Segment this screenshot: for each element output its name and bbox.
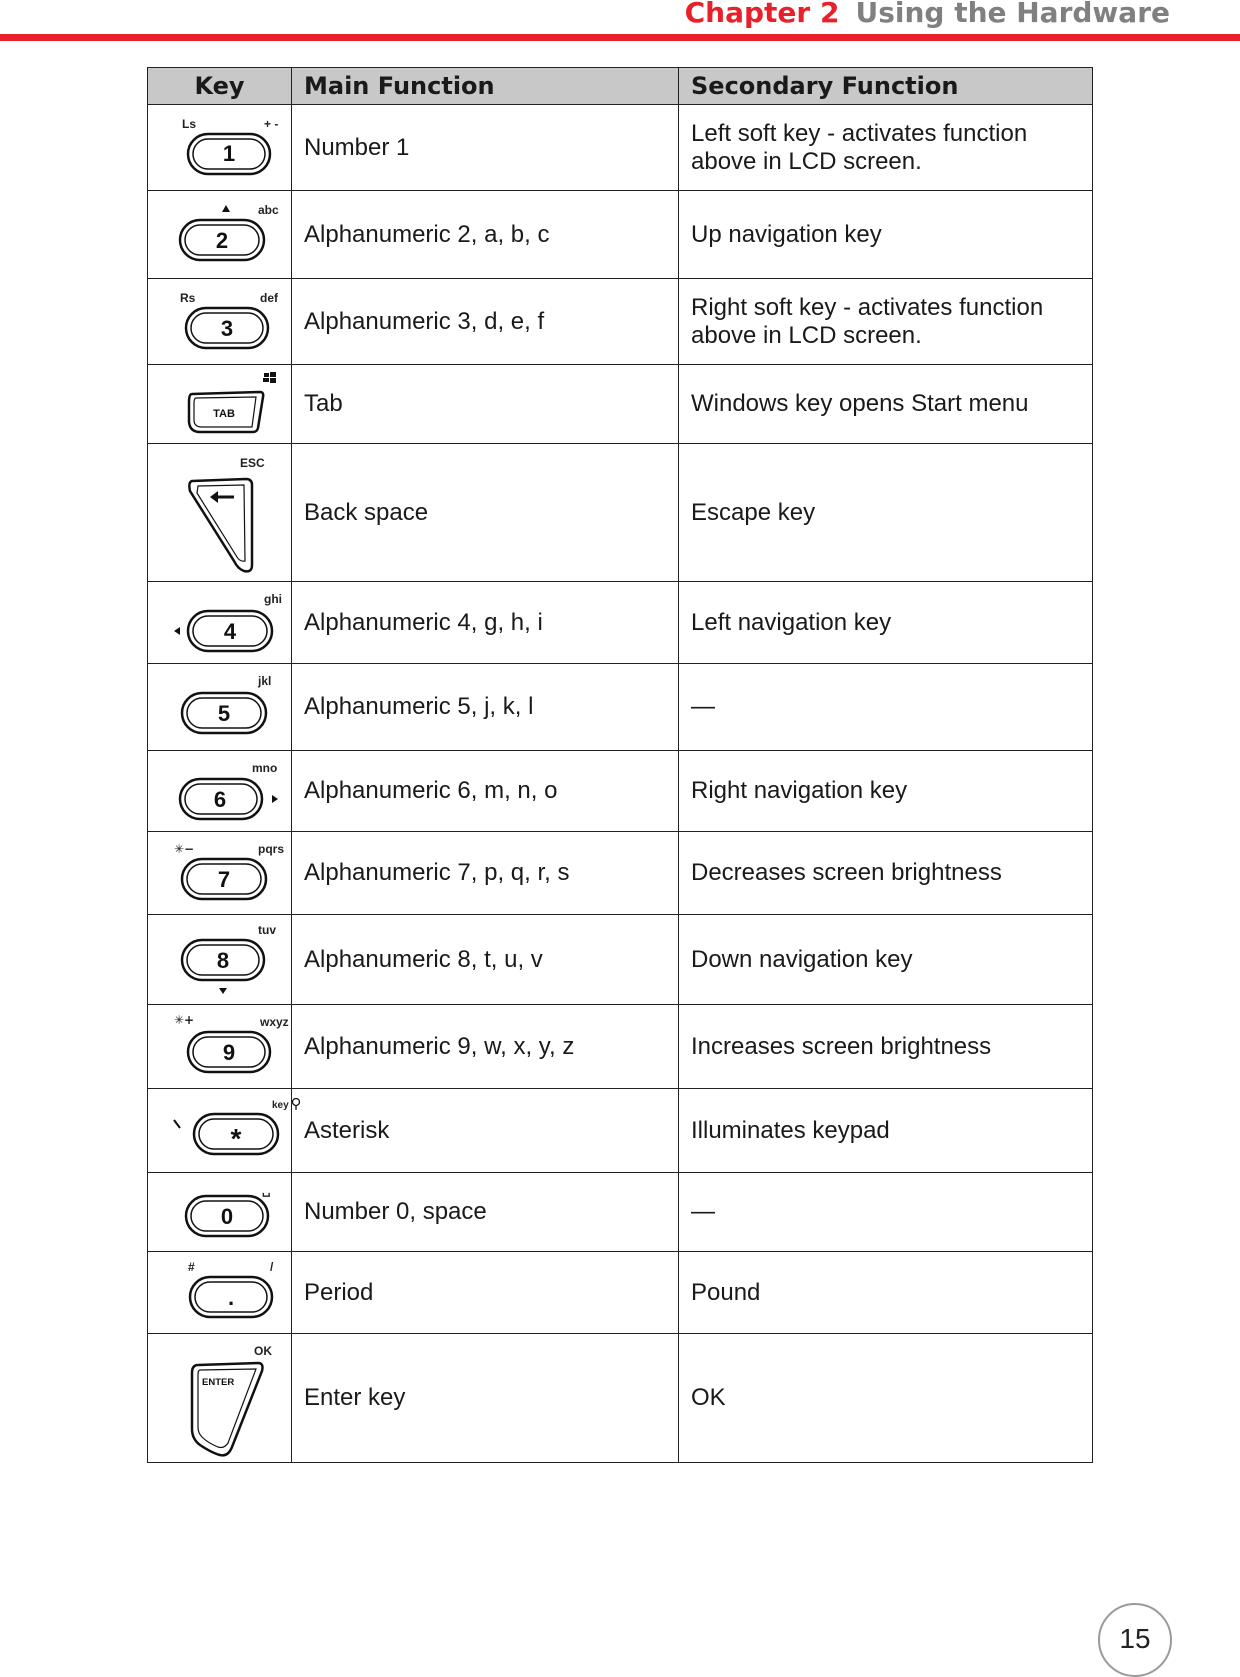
secondary-function-cell: Up navigation key bbox=[679, 191, 1093, 279]
key-main-label: 1 bbox=[222, 140, 236, 166]
windows-logo-icon bbox=[263, 372, 276, 383]
key-top-right-label: tuv bbox=[258, 922, 276, 937]
key-2-icon bbox=[160, 192, 304, 278]
key-cell bbox=[148, 1005, 292, 1089]
main-function-cell: Alphanumeric 8, t, u, v bbox=[292, 915, 679, 1005]
key-0-icon bbox=[160, 1174, 304, 1251]
left-arrow-icon bbox=[174, 627, 180, 635]
key-cell bbox=[148, 191, 292, 279]
key-main-label: 6 bbox=[213, 786, 227, 812]
key-top-right-label: def bbox=[260, 290, 278, 305]
key-cell bbox=[148, 365, 292, 444]
key-cell bbox=[148, 1173, 292, 1252]
down-arrow-icon bbox=[219, 988, 227, 994]
key-main-label: 8 bbox=[216, 947, 230, 973]
main-function-cell: Number 0, space bbox=[292, 1173, 679, 1252]
key-8-icon bbox=[160, 916, 304, 1004]
asterisk-key-icon bbox=[160, 1090, 304, 1172]
key-top-right-label: wxyz bbox=[260, 1014, 289, 1029]
key-top-right-label: key bbox=[272, 1099, 289, 1111]
table-row bbox=[148, 1334, 1093, 1463]
key-7-icon bbox=[160, 833, 304, 914]
key-cell bbox=[148, 444, 292, 582]
key-4-icon bbox=[160, 583, 304, 663]
main-function-cell: Alphanumeric 9, w, x, y, z bbox=[292, 1005, 679, 1089]
secondary-function-cell: OK bbox=[679, 1334, 1093, 1463]
chapter-label: Chapter 2 bbox=[684, 0, 840, 29]
secondary-function-cell: Pound bbox=[679, 1252, 1093, 1334]
key-5-icon bbox=[160, 665, 304, 750]
table-row bbox=[148, 832, 1093, 915]
key-top-right-label: / bbox=[270, 1259, 274, 1274]
main-function-cell: Asterisk bbox=[292, 1089, 679, 1173]
table-header-row bbox=[148, 68, 1093, 105]
key-main-label: TAB bbox=[213, 407, 235, 420]
key-main-label: ENTER bbox=[202, 1376, 235, 1388]
key-cell bbox=[148, 664, 292, 751]
main-function-cell: Period bbox=[292, 1252, 679, 1334]
page-number: 15 bbox=[1098, 1603, 1172, 1677]
key-top-right-label: ESC bbox=[240, 455, 265, 470]
key-9-icon bbox=[160, 1006, 304, 1088]
key-top-right-label: pqrs bbox=[258, 841, 285, 856]
secondary-function-cell: Illuminates keypad bbox=[679, 1089, 1093, 1173]
key-cell bbox=[148, 105, 292, 191]
key-light-icon bbox=[174, 1120, 180, 1128]
key-main-label: 5 bbox=[217, 700, 231, 726]
up-arrow-icon bbox=[222, 205, 230, 212]
key-top-right-label: OK bbox=[254, 1343, 272, 1358]
secondary-function-cell: Increases screen brightness bbox=[679, 1005, 1093, 1089]
column-header-key: Key bbox=[148, 68, 292, 105]
key-3-icon bbox=[160, 280, 304, 364]
brightness-down-label: ✳− bbox=[174, 841, 195, 856]
table-row bbox=[148, 1005, 1093, 1089]
main-function-cell: Alphanumeric 6, m, n, o bbox=[292, 751, 679, 832]
key-main-label: 0 bbox=[220, 1203, 234, 1229]
table-row bbox=[148, 1252, 1093, 1334]
key-main-label: 9 bbox=[222, 1039, 236, 1065]
table-row bbox=[148, 751, 1093, 832]
brightness-up-label: ✳+ bbox=[174, 1012, 195, 1027]
table-row bbox=[148, 582, 1093, 664]
key-main-label: 4 bbox=[223, 618, 237, 644]
table-row bbox=[148, 279, 1093, 365]
main-function-cell: Number 1 bbox=[292, 105, 679, 191]
column-header-secondary: Secondary Function bbox=[679, 68, 1093, 105]
key-top-right-label: abc bbox=[258, 202, 279, 217]
secondary-function-cell: Down navigation key bbox=[679, 915, 1093, 1005]
key-top-right-label: mno bbox=[252, 760, 278, 775]
table-row bbox=[148, 444, 1093, 582]
key-cell bbox=[148, 582, 292, 664]
enter-key-icon bbox=[160, 1335, 304, 1462]
header-rule bbox=[0, 34, 1240, 41]
key-cell bbox=[148, 279, 292, 365]
space-symbol-label: ␣ bbox=[262, 1182, 271, 1197]
table-row bbox=[148, 1089, 1093, 1173]
table-row bbox=[148, 664, 1093, 751]
key-cell bbox=[148, 1089, 292, 1173]
key-top-right-label: + - bbox=[264, 116, 279, 131]
secondary-function-cell: — bbox=[679, 1173, 1093, 1252]
secondary-function-cell: Escape key bbox=[679, 444, 1093, 582]
tab-key-icon bbox=[160, 366, 304, 443]
main-function-cell: Enter key bbox=[292, 1334, 679, 1463]
period-key-icon bbox=[160, 1253, 304, 1333]
backspace-key-icon bbox=[160, 445, 304, 581]
key-main-label: * bbox=[230, 1122, 242, 1154]
key-main-label: 7 bbox=[217, 866, 231, 892]
key-main-label: 3 bbox=[220, 315, 234, 341]
key-top-left-label: Rs bbox=[180, 290, 196, 305]
key-main-label: . bbox=[227, 1284, 235, 1310]
table-row bbox=[148, 1173, 1093, 1252]
secondary-function-cell: Left soft key - activates function above in LCD screen. bbox=[679, 105, 1093, 191]
secondary-function-cell: Right navigation key bbox=[679, 751, 1093, 832]
key-cell bbox=[148, 832, 292, 915]
main-function-cell: Alphanumeric 4, g, h, i bbox=[292, 582, 679, 664]
key-cell bbox=[148, 1334, 292, 1463]
secondary-function-cell: Right soft key - activates function above in LCD screen. bbox=[679, 279, 1093, 365]
secondary-function-cell: Windows key opens Start menu bbox=[679, 365, 1093, 444]
main-function-cell: Alphanumeric 7, p, q, r, s bbox=[292, 832, 679, 915]
secondary-function-cell: Decreases screen brightness bbox=[679, 832, 1093, 915]
table-row bbox=[148, 915, 1093, 1005]
table-row bbox=[148, 191, 1093, 279]
key-top-right-label: jkl bbox=[258, 673, 272, 688]
chapter-title: Using the Hardware bbox=[855, 0, 1170, 29]
key-1-icon bbox=[160, 106, 304, 190]
key-top-right-label: ghi bbox=[264, 591, 282, 606]
table-row bbox=[148, 365, 1093, 444]
key-top-left-label: # bbox=[188, 1259, 195, 1274]
main-function-cell: Back space bbox=[292, 444, 679, 582]
right-arrow-icon bbox=[272, 795, 278, 803]
main-function-cell: Tab bbox=[292, 365, 679, 444]
main-function-cell: Alphanumeric 3, d, e, f bbox=[292, 279, 679, 365]
key-top-left-label: Ls bbox=[182, 116, 197, 131]
key-cell bbox=[148, 915, 292, 1005]
main-function-cell: Alphanumeric 5, j, k, l bbox=[292, 664, 679, 751]
column-header-main: Main Function bbox=[292, 68, 679, 105]
key-cell bbox=[148, 1252, 292, 1334]
key-main-label: 2 bbox=[215, 227, 229, 253]
key-cell bbox=[148, 751, 292, 832]
main-function-cell: Alphanumeric 2, a, b, c bbox=[292, 191, 679, 279]
table-row bbox=[148, 105, 1093, 191]
secondary-function-cell: — bbox=[679, 664, 1093, 751]
secondary-function-cell: Left navigation key bbox=[679, 582, 1093, 664]
page-header bbox=[685, 0, 1170, 38]
keypad-function-table bbox=[147, 67, 1093, 1463]
key-6-icon bbox=[160, 752, 304, 831]
